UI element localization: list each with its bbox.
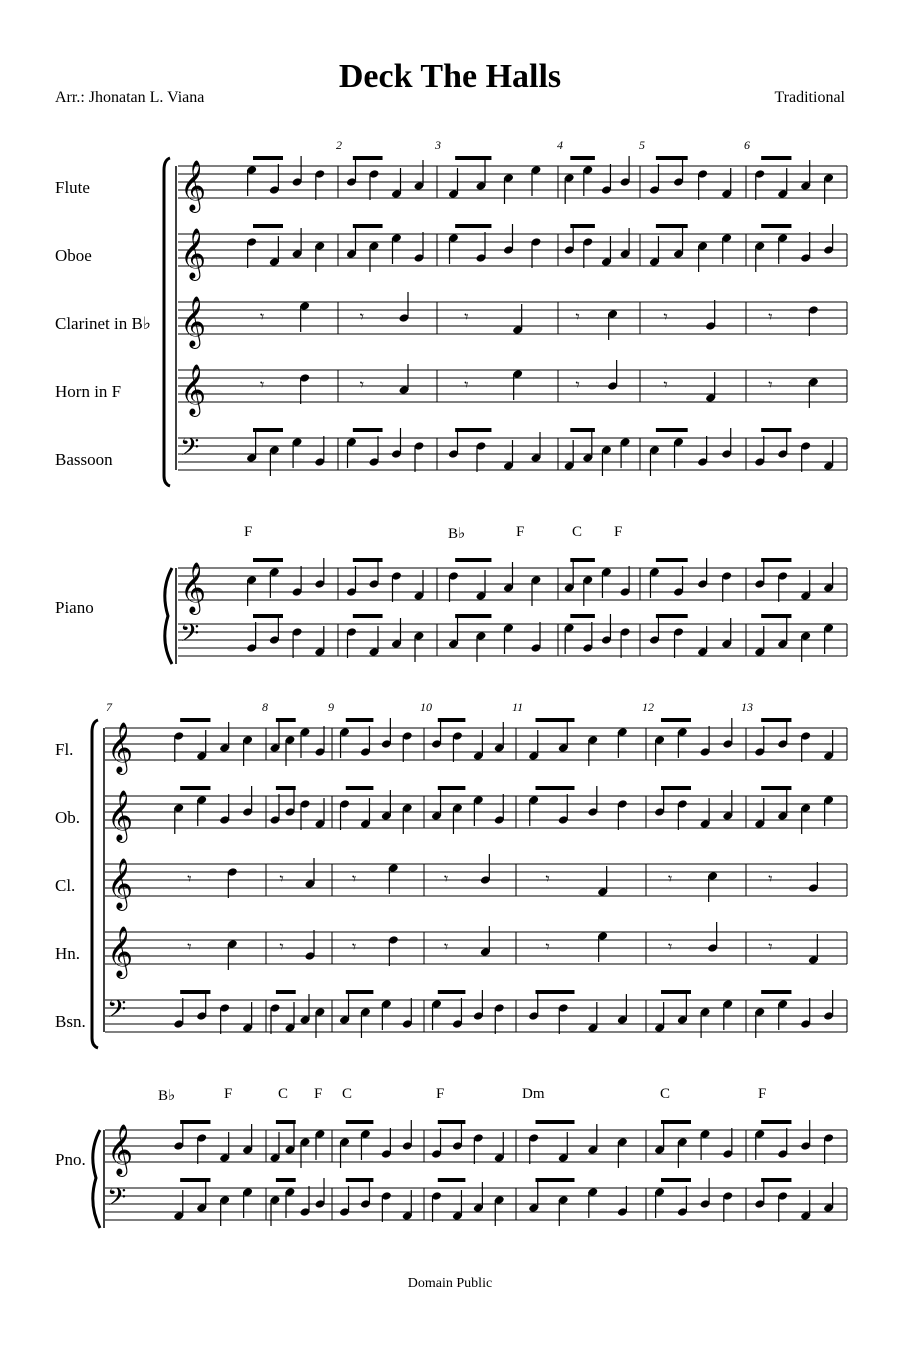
chord-symbol: F — [314, 1086, 323, 1102]
composer-credit: Traditional — [774, 89, 845, 106]
svg-text:𝄞: 𝄞 — [107, 722, 134, 773]
svg-text:𝄢: 𝄢 — [107, 1183, 127, 1218]
svg-text:𝄞: 𝄞 — [107, 926, 134, 977]
svg-text:𝄞: 𝄞 — [180, 296, 207, 347]
svg-text:𝄾: 𝄾 — [359, 307, 365, 326]
instrument-label-pno: Pno. — [55, 1150, 86, 1169]
svg-text:𝄾: 𝄾 — [545, 869, 550, 888]
svg-text:𝄾: 𝄾 — [260, 307, 265, 326]
measure-number: 11 — [512, 700, 524, 714]
measure-number: 2 — [336, 138, 342, 152]
svg-text:𝄞: 𝄞 — [180, 364, 207, 415]
instrument-label-hn: Hn. — [55, 944, 81, 963]
svg-text:𝄞: 𝄞 — [107, 1124, 134, 1175]
chord-symbol: F — [758, 1086, 767, 1102]
chord-symbol: B♭ — [158, 1088, 176, 1104]
svg-text:𝄾: 𝄾 — [768, 937, 773, 956]
measure-number: 12 — [642, 700, 654, 714]
instrument-label-bsn: Bsn. — [55, 1012, 86, 1031]
chord-symbol: F — [244, 524, 253, 540]
chord-symbol: C — [342, 1086, 353, 1102]
svg-text:𝄾: 𝄾 — [352, 937, 357, 956]
svg-text:𝄾: 𝄾 — [668, 869, 673, 888]
chord-symbol: F — [614, 524, 623, 540]
svg-text:𝄾: 𝄾 — [187, 869, 192, 888]
instrument-label-bassoon: Bassoon — [55, 450, 113, 469]
footer-copyright: Domain Public — [407, 1276, 493, 1291]
instrument-label-oboe: Oboe — [55, 246, 92, 265]
chord-symbol: F — [516, 524, 525, 540]
svg-text:𝄾: 𝄾 — [464, 375, 469, 394]
measure-number: 10 — [420, 700, 432, 714]
svg-text:𝄾: 𝄾 — [464, 307, 469, 326]
svg-text:𝄾: 𝄾 — [352, 869, 357, 888]
chord-symbol: C — [572, 524, 583, 540]
measure-number: 5 — [639, 138, 645, 152]
measure-number: 8 — [262, 700, 268, 714]
svg-text:𝄾: 𝄾 — [279, 869, 284, 888]
svg-text:𝄞: 𝄞 — [107, 790, 134, 841]
measure-number: 9 — [328, 700, 334, 714]
chord-symbol: Dm — [522, 1086, 545, 1102]
instrument-label-piano: Piano — [55, 598, 94, 617]
svg-text:𝄢: 𝄢 — [107, 995, 127, 1030]
measure-number: 6 — [744, 138, 750, 152]
instrument-label-fl: Fl. — [55, 740, 74, 759]
svg-text:𝄾: 𝄾 — [768, 869, 773, 888]
instrument-label-cl: Cl. — [55, 876, 76, 895]
measure-number: 7 — [106, 700, 112, 714]
svg-text:𝄾: 𝄾 — [663, 307, 668, 326]
svg-text:𝄢: 𝄢 — [180, 619, 200, 654]
score-title: Deck The Halls — [338, 58, 562, 95]
svg-text:𝄾: 𝄾 — [575, 307, 580, 326]
svg-text:𝄢: 𝄢 — [180, 433, 200, 468]
measure-number: 4 — [557, 138, 563, 152]
instrument-label-clarinet: Clarinet in B♭ — [55, 314, 151, 333]
svg-text:𝄾: 𝄾 — [359, 375, 365, 394]
svg-text:𝄞: 𝄞 — [180, 228, 207, 279]
svg-text:𝄾: 𝄾 — [444, 937, 449, 956]
svg-text:𝄾: 𝄾 — [575, 375, 580, 394]
measure-number: 13 — [741, 700, 753, 714]
svg-text:𝄾: 𝄾 — [444, 869, 449, 888]
svg-text:𝄾: 𝄾 — [187, 937, 192, 956]
svg-text:𝄞: 𝄞 — [180, 562, 207, 613]
svg-text:𝄞: 𝄞 — [180, 160, 207, 211]
chord-symbol: C — [660, 1086, 671, 1102]
svg-text:𝄾: 𝄾 — [279, 937, 284, 956]
chord-symbol: B♭ — [448, 526, 466, 542]
svg-text:𝄞: 𝄞 — [107, 858, 134, 909]
svg-text:𝄾: 𝄾 — [768, 307, 773, 326]
chord-symbol: F — [436, 1086, 445, 1102]
chord-symbol: F — [224, 1086, 233, 1102]
svg-text:𝄾: 𝄾 — [260, 375, 265, 394]
svg-text:𝄾: 𝄾 — [668, 937, 673, 956]
instrument-label-ob: Ob. — [55, 808, 81, 827]
svg-text:𝄾: 𝄾 — [545, 937, 550, 956]
arranger-credit: Arr.: Jhonatan L. Viana — [55, 89, 205, 106]
chord-symbol: C — [278, 1086, 289, 1102]
instrument-label-flute: Flute — [55, 178, 90, 197]
instrument-label-horn: Horn in F — [55, 382, 122, 401]
svg-text:𝄾: 𝄾 — [663, 375, 668, 394]
measure-number: 3 — [435, 138, 441, 152]
svg-text:𝄾: 𝄾 — [768, 375, 773, 394]
